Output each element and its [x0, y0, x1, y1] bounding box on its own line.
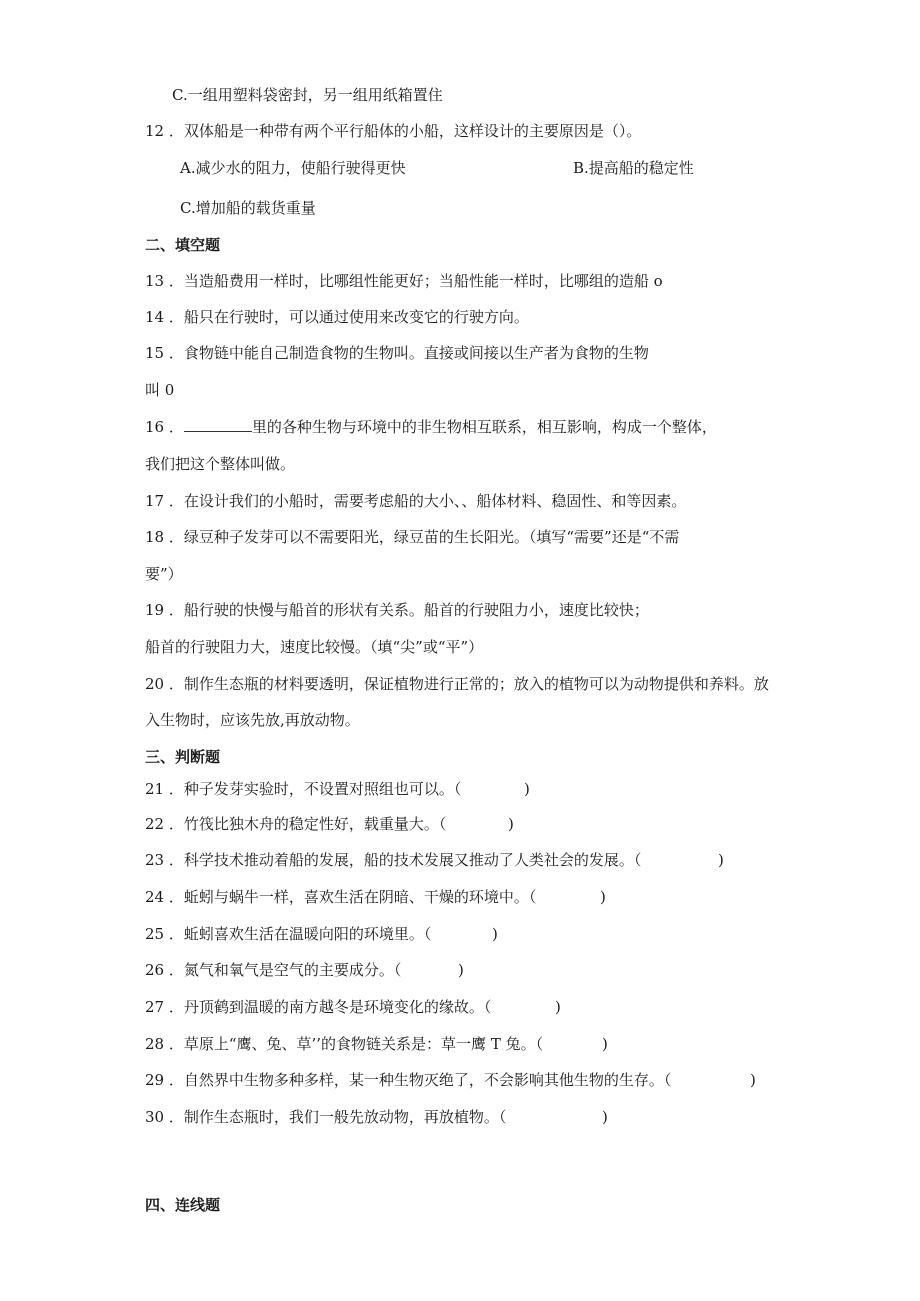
q12-option-a: A.减少水的阻力，使船行驶得更快 [180, 159, 406, 177]
question-23: 23 ．科学技术推动着船的发展，船的技术发展又推动了人类社会的发展。（ [145, 851, 642, 869]
close-paren: ) [508, 815, 514, 833]
close-paren: ) [458, 961, 464, 979]
question-24: 24 ．蚯蚓与蜗牛一样，喜欢生活在阴暗、干燥的环境中。（ [145, 888, 537, 906]
question-19: 19 ．船行驶的快慢与船首的形状有关系。船首的行驶阻力小，速度比较快； [145, 601, 649, 619]
close-paren: ) [602, 1035, 608, 1053]
q12-option-c: C.增加船的载货重量 [180, 199, 316, 217]
question-17: 17 ．在设计我们的小船时，需要考虑船的大小、、船体材料、稳固性、和等因素。 [145, 492, 687, 510]
close-paren: ) [492, 925, 498, 943]
section-heading-true-false: 三、判断题 [145, 748, 221, 766]
question-21: 21 ．种子发芽实验时，不设置对照组也可以。（ [145, 780, 462, 798]
question-29: 29 ．自然界中生物多种多样，某一种生物灭绝了，不会影响其他生物的生存。（ [145, 1071, 672, 1089]
question-16-number: 16 ． [145, 418, 184, 436]
close-paren: ) [750, 1071, 756, 1089]
question-16 [145, 417, 717, 437]
section-heading-fill-blank: 二、填空题 [145, 236, 221, 254]
q11-option-c: C.一组用塑料袋密封，另一组用纸箱置住 [172, 86, 443, 104]
question-13: 13 ．当造船费用一样时，比哪组性能更好；当船性能一样时，比哪组的造船 o [145, 272, 663, 290]
question-18-cont: 要”） [145, 565, 183, 583]
question-12: 12 ．双体船是一种带有两个平行船体的小船，这样设计的主要原因是（）。 [145, 122, 642, 140]
question-18: 18 ．绿豆种子发芽可以不需要阳光，绿豆苗的生长阳光。（填写“需要”还是“不需 [145, 528, 680, 546]
question-25: 25 ．蚯蚓喜欢生活在温暖向阳的环境里。（ [145, 925, 432, 943]
answer-blank [184, 417, 252, 432]
close-paren: ) [555, 998, 561, 1016]
close-paren: ) [718, 851, 724, 869]
question-20-cont: 入生物时，应该先放,再放动物。 [145, 711, 360, 729]
question-20: 20 ．制作生态瓶的材料要透明，保证植物进行正常的；放入的植物可以为动物提供和养料。放 [145, 675, 769, 693]
close-paren: ) [600, 888, 606, 906]
close-paren: ) [524, 780, 530, 798]
question-22: 22 ．竹筏比独木舟的稳定性好，载重量大。（ [145, 815, 447, 833]
question-19-cont: 船首的行驶阻力大，速度比较慢。（填“尖”或“平”） [145, 638, 484, 656]
question-26: 26 ．氮气和氧气是空气的主要成分。（ [145, 961, 402, 979]
q12-option-b: B.提高船的稳定性 [573, 159, 694, 177]
question-15-cont: 叫 0 [145, 381, 175, 399]
question-15: 15 ．食物链中能自己制造食物的生物叫。直接或间接以生产者为食物的生物 [145, 344, 649, 362]
question-16-cont: 我们把这个整体叫做。 [145, 455, 296, 473]
question-16-text: 里的各种生物与环境中的非生物相互联系，相互影响，构成一个整体， [251, 418, 717, 436]
question-30: 30 ．制作生态瓶时，我们一般先放动物，再放植物。（ [145, 1108, 507, 1126]
question-14: 14 ．船只在行驶时，可以通过使用来改变它的行驶方向。 [145, 308, 529, 326]
question-28: 28 ．草原上“鹰、兔、草’’的食物链关系是：草一鹰 T 兔。（ [145, 1035, 544, 1053]
question-27: 27 ．丹顶鹤到温暖的南方越冬是环境变化的缘故。（ [145, 998, 492, 1016]
section-heading-matching: 四、连线题 [145, 1196, 221, 1214]
close-paren: ) [602, 1108, 608, 1126]
